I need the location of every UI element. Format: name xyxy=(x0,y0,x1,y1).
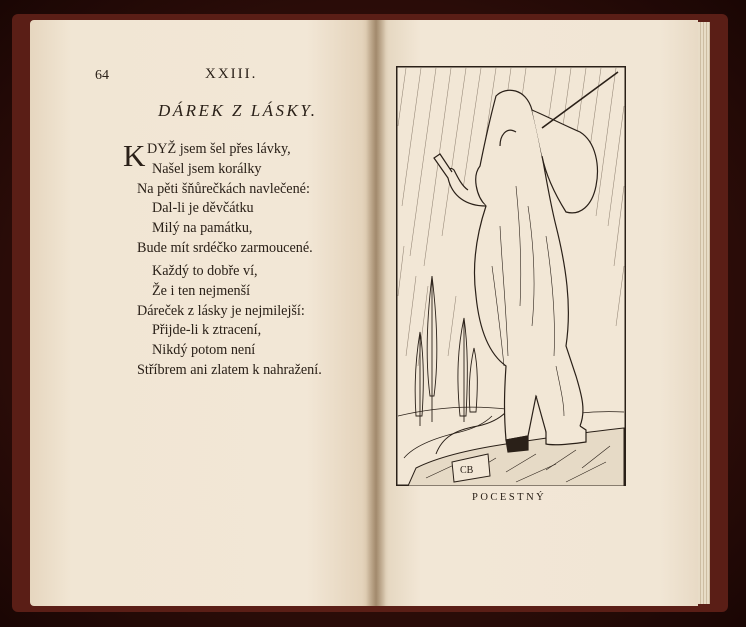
poem-line: Stříbrem ani zlatem k nahražení. xyxy=(137,361,322,378)
poem-title: DÁREK Z LÁSKY. xyxy=(158,101,318,120)
poem-line: Nikdý potom není xyxy=(152,342,256,359)
page-number: 64 xyxy=(95,68,109,83)
illustration-caption: POCESTNÝ xyxy=(472,492,547,503)
drop-cap: K xyxy=(123,138,146,173)
stanza-2 xyxy=(137,262,322,381)
poem-line: DYŽ jsem šel přes lávky, xyxy=(147,141,291,157)
poem-line: Přijde-li k ztracení, xyxy=(152,322,262,339)
poem-line: Milý na památku, xyxy=(152,220,253,237)
stanza-1 xyxy=(137,140,313,259)
poem-line: Že i ten nejmenší xyxy=(152,282,251,299)
poem-line: Bude mít srdéčko zarmoucené. xyxy=(137,239,313,256)
monogram: CB xyxy=(460,465,474,476)
illustration-wanderer xyxy=(396,66,626,486)
poem-line: Na pěti šňůrečkách navlečené: xyxy=(137,180,310,197)
poem-line: Našel jsem korálky xyxy=(152,160,262,177)
poem-line: Každý to dobře ví, xyxy=(152,263,258,279)
book-gutter xyxy=(366,20,386,606)
page-stack-edges xyxy=(698,22,710,604)
poem-line: Dal-li je děvčátku xyxy=(152,200,254,217)
chapter-numeral: XXIII. xyxy=(205,66,258,82)
poem-line: Dáreček z lásky je nejmilejší: xyxy=(137,302,305,319)
